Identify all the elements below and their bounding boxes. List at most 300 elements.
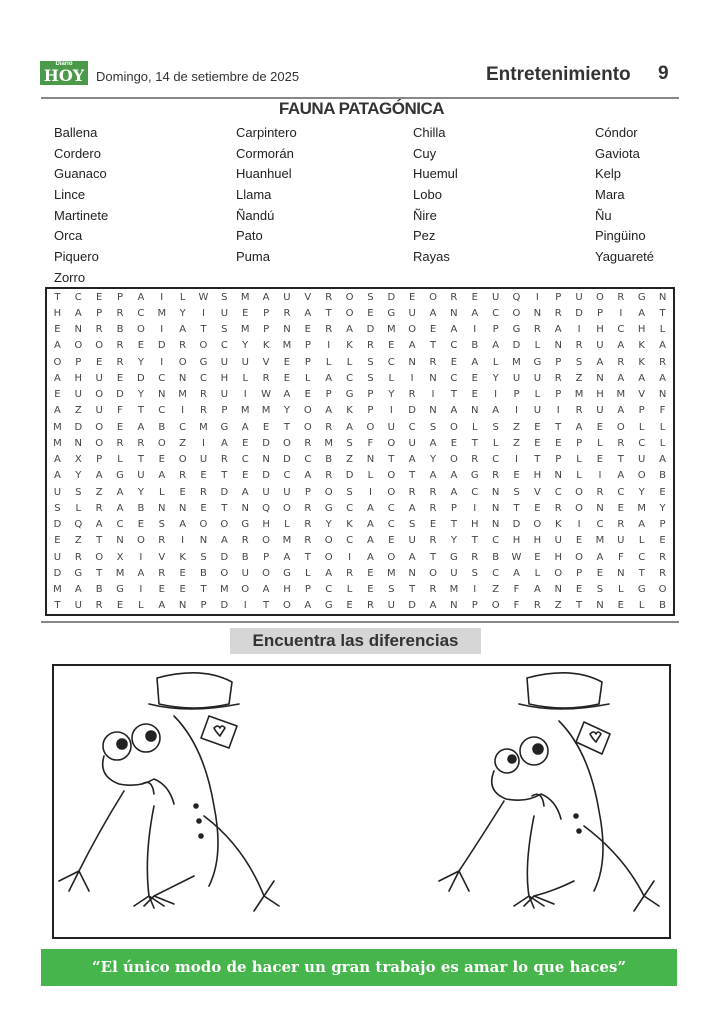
grid-letter: A [304, 470, 312, 482]
grid-letter: T [54, 291, 61, 303]
grid-letter: S [388, 584, 395, 596]
grid-letter: G [387, 307, 396, 319]
grid-letter: A [54, 470, 61, 482]
grid-letter: Y [179, 307, 186, 319]
word-item: Gaviota [595, 145, 640, 161]
grid-letter: L [346, 356, 353, 368]
differences-panel [52, 664, 671, 939]
grid-letter: L [117, 454, 123, 466]
grid-letter: D [512, 519, 521, 531]
grid-letter: H [554, 551, 562, 563]
grid-letter: F [617, 551, 624, 563]
grid-letter: U [596, 340, 604, 352]
grid-letter: C [346, 535, 354, 547]
grid-letter: U [74, 600, 82, 612]
grid-letter: N [178, 600, 187, 612]
grid-letter: E [471, 372, 478, 384]
grid-letter: M [282, 340, 292, 352]
grid-letter: A [54, 372, 61, 384]
grid-letter: U [450, 567, 458, 579]
grid-letter: A [346, 324, 353, 336]
grid-letter: V [638, 389, 646, 401]
grid-letter: L [492, 356, 499, 368]
grid-letter: V [262, 356, 270, 368]
grid-letter: A [596, 551, 604, 563]
grid-letter: R [220, 454, 228, 466]
section-title: Entretenimiento [486, 64, 631, 85]
grid-letter: D [387, 291, 396, 303]
grid-letter: R [137, 437, 145, 449]
grid-letter: G [74, 567, 83, 579]
grid-letter: E [450, 356, 458, 368]
grid-letter: A [304, 307, 312, 319]
grid-letter: O [512, 307, 521, 319]
grid-letter: R [116, 437, 124, 449]
grid-letter: L [534, 389, 541, 401]
word-item: Cordero [54, 145, 101, 161]
grid-letter: R [200, 405, 207, 417]
grid-letter: Y [283, 405, 291, 417]
grid-letter: L [158, 486, 165, 498]
grid-letter: N [178, 502, 187, 514]
grid-letter: T [137, 454, 144, 466]
grid-letter: S [346, 437, 353, 449]
grid-letter: C [450, 372, 458, 384]
grid-letter: L [179, 291, 186, 303]
grid-letter: E [179, 486, 186, 498]
grid-letter: O [262, 567, 271, 579]
grid-letter: I [494, 389, 498, 401]
grid-letter: A [116, 486, 124, 498]
grid-letter: M [240, 324, 250, 336]
grid-letter: I [368, 486, 372, 498]
grid-letter: R [617, 519, 625, 531]
grid-letter: D [512, 340, 521, 352]
grid-letter: I [556, 405, 560, 417]
grid-letter: G [637, 291, 646, 303]
grid-letter: S [221, 291, 228, 303]
grid-letter: R [283, 307, 291, 319]
grid-letter: O [95, 437, 104, 449]
word-item: Llama [236, 187, 272, 203]
grid-letter: L [638, 421, 645, 433]
word-item: Puma [236, 249, 270, 265]
grid-letter: I [327, 340, 331, 352]
grid-letter: A [513, 567, 520, 579]
grid-letter: I [243, 389, 247, 401]
grid-letter: A [617, 372, 625, 384]
grid-letter: A [638, 372, 646, 384]
grid-letter: R [492, 470, 500, 482]
grid-letter: O [241, 584, 250, 596]
grid-letter: A [220, 535, 228, 547]
grid-letter: C [74, 291, 82, 303]
word-item: Martinete [54, 207, 109, 223]
grid-letter: R [554, 307, 562, 319]
grid-letter: E [388, 340, 395, 352]
grid-letter: N [554, 340, 562, 352]
wordsearch-title: FAUNA PATAGÓNICA [278, 99, 445, 118]
grid-letter: G [116, 470, 124, 482]
grid-letter: Y [638, 486, 645, 498]
grid-letter: V [158, 551, 166, 563]
grid-letter: C [241, 454, 249, 466]
grid-letter: K [638, 340, 645, 352]
word-item: Huanhuel [236, 166, 292, 182]
grid-letter: R [554, 502, 562, 514]
grid-letter: G [241, 519, 250, 531]
grid-letter: L [534, 567, 541, 579]
grid-letter: U [53, 551, 62, 563]
grid-letter: P [555, 356, 562, 368]
grid-letter: G [324, 600, 333, 612]
grid-letter: A [638, 519, 646, 531]
grid-letter: E [304, 324, 311, 336]
grid-letter: O [303, 421, 312, 433]
grid-letter: U [283, 486, 291, 498]
grid-letter: D [220, 486, 229, 498]
grid-letter: A [367, 535, 374, 547]
word-item: Rayas [413, 249, 450, 265]
grid-letter: E [283, 356, 291, 368]
grid-letter: P [117, 291, 124, 303]
grid-letter: P [596, 307, 603, 319]
grid-letter: O [136, 535, 145, 547]
grid-letter: N [658, 291, 667, 303]
grid-letter: H [53, 307, 62, 319]
grid-letter: P [75, 356, 82, 368]
grid-letter: E [95, 356, 103, 368]
word-item: Ballena [54, 125, 98, 140]
grid-letter: R [200, 389, 207, 401]
grid-letter: C [450, 340, 458, 352]
grid-letter: U [408, 307, 416, 319]
grid-letter: O [262, 535, 271, 547]
grid-letter: A [95, 470, 103, 482]
grid-letter: R [554, 372, 562, 384]
grid-letter: A [596, 356, 604, 368]
grid-letter: E [596, 567, 604, 579]
grid-letter: R [429, 486, 437, 498]
grid-letter: F [367, 437, 374, 449]
grid-letter: I [577, 519, 581, 531]
grid-letter: N [74, 437, 83, 449]
grid-letter: M [220, 584, 229, 596]
grid-letter: R [158, 535, 166, 547]
grid-letter: M [240, 405, 250, 417]
grid-letter: I [160, 356, 164, 368]
grid-letter: A [179, 519, 187, 531]
grid-letter: U [137, 470, 145, 482]
grid-letter: K [346, 405, 353, 417]
grid-letter: Z [74, 535, 82, 547]
grid-letter: E [534, 421, 541, 433]
grid-letter: E [95, 291, 103, 303]
grid-letter: L [638, 535, 645, 547]
grid-letter: A [283, 551, 291, 563]
grid-letter: A [304, 600, 312, 612]
grid-letter: M [240, 291, 250, 303]
grid-letter: U [491, 291, 500, 303]
grid-letter: O [575, 502, 584, 514]
grid-letter: O [303, 405, 312, 417]
grid-letter: A [617, 340, 625, 352]
grid-letter: U [220, 307, 229, 319]
grid-letter: P [263, 324, 270, 336]
grid-letter: A [137, 421, 145, 433]
grid-letter: T [200, 324, 207, 336]
grid-letter: S [492, 421, 499, 433]
grid-letter: O [324, 551, 333, 563]
grid-letter: N [429, 372, 437, 384]
grid-letter: L [305, 372, 311, 384]
grid-letter: E [659, 535, 666, 547]
grid-letter: M [616, 389, 626, 401]
grid-letter: T [325, 307, 332, 319]
word-item: Yaguareté [595, 249, 655, 265]
grid-letter: I [139, 551, 143, 563]
grid-letter: A [492, 340, 500, 352]
grid-letter: N [617, 567, 625, 579]
grid-letter: I [181, 535, 185, 547]
grid-letter: R [450, 291, 458, 303]
grid-letter: E [179, 567, 186, 579]
grid-letter: L [659, 421, 666, 433]
grid-letter: C [283, 470, 291, 482]
grid-letter: A [408, 551, 416, 563]
grid-letter: E [367, 307, 374, 319]
grid-letter: E [408, 291, 416, 303]
grid-letter: N [450, 600, 458, 612]
grid-letter: N [596, 600, 604, 612]
grid-letter: R [533, 600, 541, 612]
grid-letter: N [116, 535, 124, 547]
grid-letter: Y [75, 470, 82, 482]
grid-letter: Z [74, 405, 82, 417]
grid-letter: T [429, 551, 437, 563]
grid-letter: T [221, 470, 228, 482]
grid-letter: S [158, 519, 165, 531]
grid-letter: A [429, 307, 437, 319]
grid-letter: G [283, 567, 291, 579]
grid-letter: D [116, 389, 124, 401]
grid-letter: T [471, 437, 478, 449]
grid-letter: O [178, 356, 187, 368]
grid-letter: L [659, 437, 666, 449]
grid-letter: S [54, 502, 61, 514]
grid-letter: O [283, 600, 291, 612]
grid-letter: R [617, 291, 625, 303]
grid-letter: G [533, 356, 542, 368]
grid-letter: N [408, 567, 416, 579]
grid-letter: R [179, 470, 187, 482]
grid-letter: D [53, 567, 62, 579]
wordsearch-grid [45, 287, 675, 616]
word-item: Kelp [595, 166, 622, 182]
grid-letter: R [575, 405, 583, 417]
grid-letter: A [659, 340, 666, 352]
grid-letter: R [74, 551, 82, 563]
word-item: Cuy [413, 145, 437, 161]
grid-letter: R [325, 324, 333, 336]
grid-letter: R [659, 567, 667, 579]
grid-letter: T [388, 454, 395, 466]
grid-letter: E [575, 584, 583, 596]
grid-letter: Q [262, 502, 271, 514]
grid-letter: A [137, 291, 145, 303]
grid-letter: R [429, 584, 437, 596]
grid-letter: L [346, 584, 353, 596]
grid-letter: B [200, 567, 207, 579]
grid-letter: P [659, 519, 666, 531]
word-item: Huemul [413, 166, 458, 182]
grid-letter: X [116, 551, 124, 563]
grid-letter: E [659, 486, 666, 498]
grid-letter: R [200, 486, 207, 498]
grid-letter: P [492, 324, 499, 336]
grid-letter: N [74, 324, 83, 336]
grid-letter: F [659, 405, 666, 417]
grid-letter: M [637, 502, 647, 514]
grid-letter: C [179, 421, 187, 433]
grid-letter: K [346, 519, 353, 531]
grid-letter: N [158, 389, 166, 401]
grid-letter: A [408, 502, 416, 514]
grid-letter: N [491, 502, 500, 514]
grid-letter: I [535, 291, 539, 303]
grid-letter: O [157, 437, 166, 449]
grid-letter: K [554, 519, 562, 531]
grid-letter: L [576, 470, 582, 482]
grid-letter: V [304, 291, 312, 303]
grid-letter: B [471, 340, 479, 352]
grid-letter: A [346, 421, 353, 433]
grid-letter: E [137, 340, 145, 352]
word-list-column [54, 124, 108, 290]
grid-letter: O [324, 535, 333, 547]
grid-letter: A [533, 584, 541, 596]
word-item: Cóndor [595, 125, 638, 140]
grid-letter: A [241, 421, 249, 433]
grid-letter: B [116, 324, 124, 336]
grid-letter: K [179, 551, 186, 563]
grid-letter: T [283, 421, 291, 433]
grid-letter: E [158, 584, 165, 596]
quote-banner: “El único modo de hacer un gran trabajo es amar lo que haces” [41, 949, 677, 986]
grid-letter: R [659, 356, 667, 368]
grid-letter: O [136, 324, 145, 336]
grid-letter: L [492, 437, 499, 449]
word-item: Piquero [54, 249, 99, 265]
grid-letter: A [158, 600, 166, 612]
grid-letter: S [75, 486, 82, 498]
word-item: Chilla [413, 125, 446, 140]
grid-letter: R [241, 535, 249, 547]
grid-letter: E [200, 470, 207, 482]
grid-letter: T [54, 600, 61, 612]
grid-letter: R [617, 356, 625, 368]
grid-letter: P [576, 437, 583, 449]
grid-letter: E [513, 470, 520, 482]
grid-letter: R [325, 291, 333, 303]
grid-letter: C [304, 454, 312, 466]
grid-letter: E [200, 502, 207, 514]
word-item: Carpintero [236, 125, 297, 140]
grid-letter: H [512, 535, 521, 547]
grid-letter: U [241, 567, 249, 579]
grid-letter: O [345, 307, 354, 319]
grid-letter: I [243, 600, 247, 612]
grid-letter: R [304, 535, 312, 547]
grid-letter: R [304, 519, 312, 531]
grid-letter: D [366, 324, 375, 336]
grid-letter: Z [575, 372, 583, 384]
grid-letter: N [178, 372, 187, 384]
grid-letter: O [387, 486, 396, 498]
grid-letter: R [408, 389, 416, 401]
grid-letter: N [658, 389, 667, 401]
grid-letter: L [471, 421, 478, 433]
grid-letter: E [429, 519, 437, 531]
grid-letter: F [117, 405, 123, 417]
grid-letter: S [200, 551, 207, 563]
grid-letter: Y [388, 389, 395, 401]
grid-letter: E [596, 454, 604, 466]
grid-letter: T [450, 389, 457, 401]
grid-letter: H [283, 584, 291, 596]
grid-letter: T [263, 600, 270, 612]
word-item: Lince [54, 187, 86, 203]
grid-letter: E [471, 291, 478, 303]
grid-letter: A [137, 567, 145, 579]
grid-letter: T [471, 535, 478, 547]
grid-letter: D [575, 307, 583, 319]
grid-letter: A [492, 405, 500, 417]
grid-letter: U [617, 535, 625, 547]
grid-letter: P [638, 405, 645, 417]
grid-letter: M [53, 437, 62, 449]
grid-letter: L [638, 600, 645, 612]
grid-letter: E [388, 535, 395, 547]
grid-letter: T [534, 454, 541, 466]
grid-letter: R [116, 356, 124, 368]
grid-letter: O [324, 486, 333, 498]
grid-letter: D [137, 372, 145, 384]
grid-letter: U [53, 486, 62, 498]
grid-letter: L [618, 584, 624, 596]
grid-letter: C [492, 454, 500, 466]
grid-letter: O [95, 389, 104, 401]
grid-letter: O [95, 421, 104, 433]
grid-letter: M [199, 421, 208, 433]
grid-letter: E [471, 389, 478, 401]
grid-letter: U [220, 389, 229, 401]
grid-letter: Y [492, 372, 499, 384]
grid-letter: R [429, 535, 437, 547]
grid-letter: A [450, 470, 458, 482]
grid-letter: D [283, 454, 291, 466]
grid-letter: A [283, 389, 291, 401]
grid-letter: U [638, 454, 646, 466]
grid-letter: E [137, 519, 145, 531]
grid-letter: P [555, 389, 562, 401]
page-number: 9 [658, 63, 669, 84]
grid-letter: O [449, 454, 458, 466]
section-divider [41, 621, 679, 623]
grid-letter: G [345, 389, 354, 401]
grid-letter: S [346, 486, 353, 498]
word-item: Ñandú [236, 207, 275, 223]
